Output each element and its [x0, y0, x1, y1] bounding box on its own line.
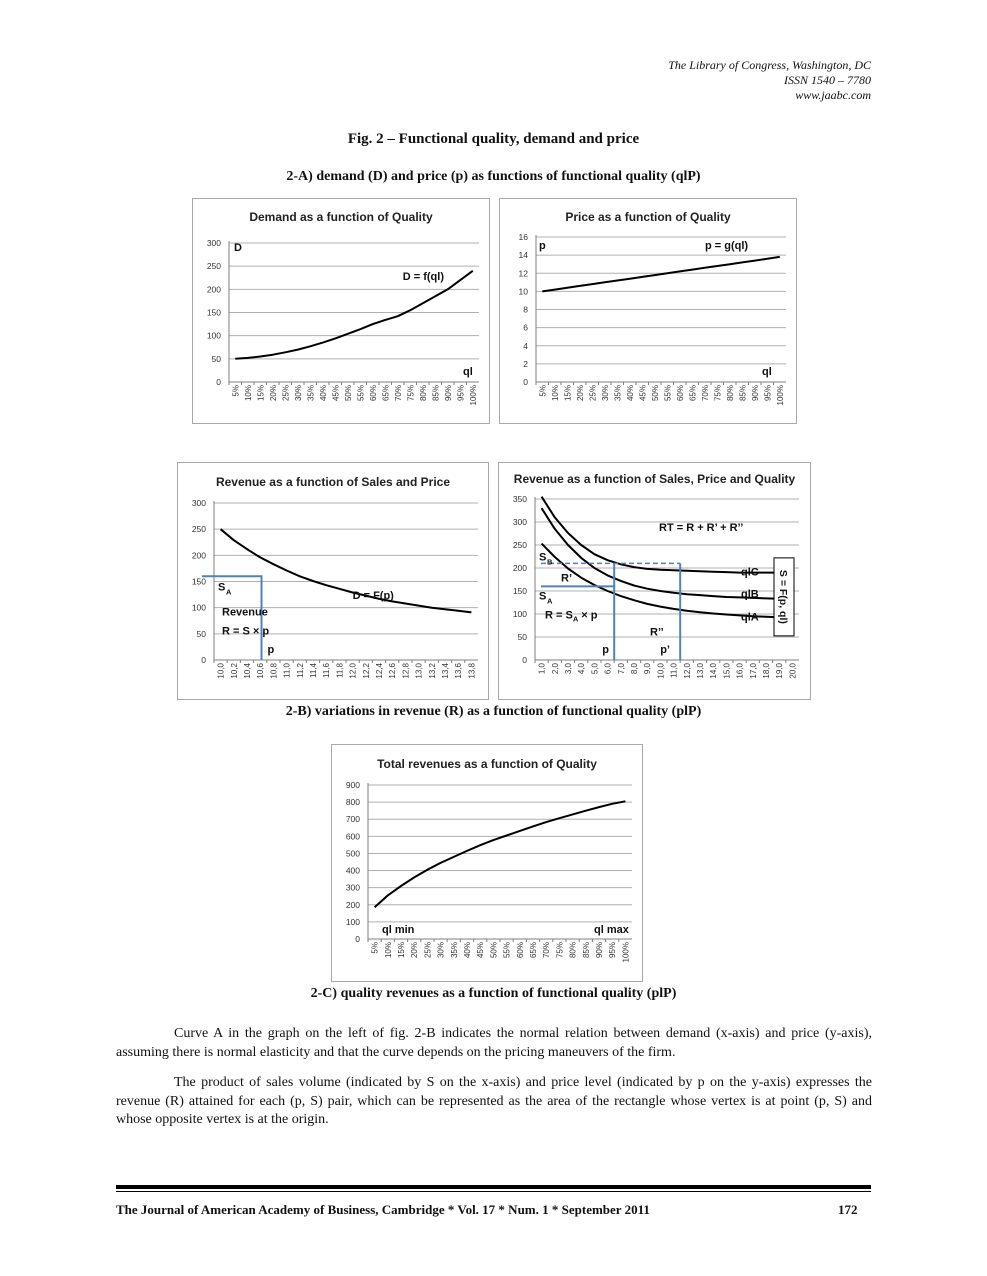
- y-tick-label: 14: [518, 250, 528, 261]
- x-tick-label: 75%: [555, 942, 565, 959]
- y-tick-label: 100: [206, 330, 221, 341]
- y-tick-label: 300: [206, 238, 221, 248]
- x-tick-label: 11,2: [295, 663, 305, 678]
- footer-journal: The Journal of American Academy of Business, Cambridge * Vol. 17 * Num. 1 * September 2011: [116, 1202, 650, 1217]
- y-tick-label: 200: [512, 563, 527, 573]
- x-tick-label: 12,4: [375, 663, 384, 679]
- x-tick-label: 55%: [502, 942, 512, 959]
- x-tick-label: 85%: [738, 385, 748, 402]
- x-tick-label: 45%: [331, 385, 341, 402]
- y-tick-label: 700: [345, 814, 360, 825]
- x-tick-label: 95%: [456, 385, 466, 402]
- x-tick-label: 16,0: [735, 663, 745, 679]
- x-tick-label: 40%: [463, 942, 472, 959]
- paragraph-2-text: The product of sales volume (indicated by S on the x-axis) and price level (indicated by p on the y-axis) expresses the revenue (R) attained for each (p, S) pair, which can be represented as the area of the rectangle whose vertex is at point (p, S) and whose opposite vertex is at the origin.: [116, 1075, 872, 1127]
- sa-subscript: A: [547, 596, 553, 606]
- y-tick-label: 50: [196, 628, 206, 639]
- x-tick-label: 5%: [370, 942, 380, 954]
- revenue-label: Revenue: [222, 606, 268, 619]
- y-tick-label: 8: [523, 304, 528, 315]
- x-tick-label: 20,0: [788, 663, 798, 679]
- x-tick-label: 11,0: [669, 663, 679, 678]
- x-tick-label: 45%: [476, 942, 486, 959]
- chart-price-panel: [499, 198, 797, 424]
- y-tick-label: 150: [206, 307, 221, 318]
- x-tick-label: 10,0: [216, 663, 226, 679]
- p-prime-label: p’: [660, 644, 670, 656]
- x-tick-label: 10%: [243, 385, 253, 402]
- figure-title: Fig. 2 – Functional quality, demand and price: [347, 131, 640, 147]
- x-tick-label: 60%: [515, 942, 525, 959]
- x-tick-label: 7,0: [616, 663, 626, 675]
- x-tick-label: 3,0: [564, 663, 573, 675]
- formula-part-a: R = S: [545, 609, 573, 622]
- x-tick-label: 35%: [613, 385, 623, 402]
- y-tick-label: 800: [345, 797, 360, 808]
- x-tick-label: 18,0: [762, 663, 771, 679]
- series-line-qlc: [542, 497, 793, 573]
- x-tick-label: 70%: [700, 385, 710, 402]
- y-tick-label: 2: [523, 358, 528, 369]
- footer-rule-thick: [116, 1185, 871, 1189]
- series-label: D = F(p): [352, 590, 394, 603]
- x-tick-label: 35%: [306, 385, 316, 402]
- x-tick-label: 4,0: [577, 663, 587, 675]
- y-tick-label: 400: [345, 865, 360, 876]
- formula-subscript: A: [572, 614, 579, 624]
- y-tick-label: 12: [518, 268, 528, 279]
- y-tick-label: 100: [191, 602, 206, 613]
- x-tick-label: 9,0: [643, 663, 653, 675]
- ql-max-label: ql max: [594, 924, 629, 936]
- x-tick-label: 80%: [418, 385, 428, 402]
- chart-price: [500, 199, 796, 423]
- series-label-qlb: qlB: [741, 588, 759, 601]
- x-tick-label: 10,0: [656, 663, 666, 679]
- x-tick-label: 55%: [663, 385, 673, 402]
- rt-label: RT = R + R’ + R’’: [659, 522, 744, 535]
- x-tick-label: 13,0: [414, 663, 424, 679]
- x-tick-label: 10,6: [256, 663, 266, 679]
- ql-min-label: ql min: [382, 924, 415, 936]
- x-tick-label: 12,2: [361, 663, 371, 679]
- y-tick-label: 50: [211, 353, 221, 364]
- footer-rule-thin: [116, 1191, 871, 1192]
- y-tick-label: 600: [345, 831, 360, 842]
- header-line-2: ISSN 1540 – 7780: [784, 73, 871, 87]
- series-line-p-g-ql-: [542, 257, 780, 292]
- caption-2b: 2-B) variations in revenue (R) as a function of functional quality (plP): [285, 704, 702, 719]
- x-tick-label: 70%: [542, 942, 552, 959]
- x-tick-label: 12,0: [348, 663, 358, 679]
- x-tick-label: 25%: [588, 385, 598, 402]
- series-line-d-f-p-: [221, 529, 472, 612]
- x-tick-label: 50%: [650, 385, 660, 402]
- x-tick-label: 12,8: [401, 663, 411, 679]
- x-tick-label: 13,8: [467, 663, 477, 679]
- y-tick-label: 0: [522, 655, 527, 665]
- x-tick-label: 55%: [356, 385, 366, 402]
- x-tick-label: 45%: [638, 385, 648, 402]
- x-tick-label: 15,0: [722, 663, 732, 679]
- x-tick-label: 65%: [529, 942, 538, 959]
- x-tick-label: 13,4: [441, 663, 450, 679]
- x-tick-label: 85%: [431, 385, 441, 402]
- x-tick-label: 95%: [763, 385, 773, 402]
- x-tick-label: 10%: [550, 385, 560, 402]
- x-tick-label: 11,4: [309, 663, 318, 678]
- y-tick-label: 100: [345, 916, 360, 927]
- price-label: p: [267, 644, 275, 656]
- sa-label: S: [539, 590, 547, 603]
- x-tick-label: 8,0: [630, 663, 639, 675]
- p-label: p: [602, 644, 609, 656]
- chart-revenue-sales-price: [178, 463, 488, 699]
- sales-subscript: A: [226, 587, 232, 597]
- body-paragraph-1: [116, 1025, 872, 1062]
- x-tick-label: 10,2: [229, 663, 239, 679]
- y-tick-label: 100: [512, 609, 527, 619]
- x-tick-label: 90%: [595, 942, 604, 959]
- chart-total-revenue-panel: [331, 744, 643, 982]
- y-tick-label: 50: [517, 632, 527, 642]
- chart-revenue-sales-price-quality: [499, 463, 810, 699]
- chart-title: Revenue as a function of Sales, Price and Quality: [513, 472, 796, 486]
- x-tick-label: 25%: [423, 942, 433, 959]
- sf-label: S = F(p, ql): [777, 569, 789, 624]
- header-line-3: www.jaabc.com: [795, 88, 871, 102]
- y-tick-label: 0: [355, 934, 360, 944]
- x-tick-label: 65%: [688, 385, 698, 402]
- chart-demand-panel: [192, 198, 490, 424]
- y-tick-label: 150: [191, 576, 206, 587]
- page-number: 172: [838, 1202, 858, 1217]
- x-tick-label: 100%: [621, 942, 631, 963]
- x-tick-label: 30%: [293, 385, 303, 402]
- y-tick-label: 200: [191, 550, 206, 561]
- y-tick-label: 200: [345, 899, 360, 910]
- x-tick-label: 15%: [563, 385, 573, 402]
- x-tick-label: 20%: [575, 385, 585, 402]
- y-axis-label: D: [234, 242, 242, 254]
- y-tick-label: 0: [216, 377, 221, 387]
- x-tick-label: 20%: [410, 942, 420, 959]
- x-tick-label: 5%: [538, 385, 548, 397]
- x-axis-label: ql: [463, 366, 473, 378]
- y-axis-label: p: [539, 240, 546, 252]
- series-label-qlc: qlC: [741, 566, 759, 579]
- y-tick-label: 250: [191, 524, 206, 535]
- series-label: p = g(ql): [705, 240, 749, 252]
- y-tick-label: 4: [523, 340, 528, 351]
- x-tick-label: 50%: [343, 385, 353, 402]
- x-tick-label: 100%: [775, 385, 785, 406]
- x-tick-label: 90%: [443, 385, 453, 402]
- y-tick-label: 300: [191, 498, 206, 508]
- x-tick-label: 13,0: [696, 663, 705, 679]
- y-tick-label: 300: [512, 517, 527, 527]
- y-tick-label: 16: [518, 232, 528, 242]
- x-tick-label: 40%: [318, 385, 328, 402]
- chart-demand: [193, 199, 489, 423]
- x-tick-label: 25%: [281, 385, 291, 402]
- x-tick-label: 5%: [231, 385, 241, 397]
- sb-label: S: [539, 551, 547, 564]
- x-tick-label: 60%: [675, 385, 685, 402]
- series-label: D = f(ql): [402, 271, 444, 283]
- x-tick-label: 12,6: [388, 663, 398, 679]
- x-tick-label: 15%: [256, 385, 266, 402]
- x-tick-label: 65%: [381, 385, 391, 402]
- x-tick-label: 10,8: [269, 663, 279, 679]
- r-double-prime-label: R’’: [650, 626, 664, 639]
- formula-part-b: × p: [578, 609, 598, 622]
- x-tick-label: 6,0: [603, 663, 613, 675]
- x-tick-label: 15%: [397, 942, 406, 959]
- y-tick-label: 300: [345, 882, 360, 893]
- x-axis-label: ql: [762, 366, 772, 378]
- chart-title: Demand as a function of Quality: [249, 210, 433, 224]
- chart-total-revenue: [332, 745, 642, 981]
- x-tick-label: 2,0: [550, 663, 560, 675]
- y-tick-label: 0: [201, 655, 206, 665]
- x-tick-label: 20%: [268, 385, 278, 402]
- x-tick-label: 85%: [581, 942, 591, 959]
- x-tick-label: 12,0: [682, 663, 692, 679]
- caption-2a: 2-A) demand (D) and price (p) as functions of functional quality (qlP): [286, 169, 701, 184]
- r-prime-label: R’: [561, 572, 572, 585]
- y-tick-label: 900: [345, 780, 360, 790]
- x-tick-label: 75%: [713, 385, 723, 402]
- series-line-total-revenues: [375, 801, 626, 907]
- x-tick-label: 5,0: [590, 663, 600, 675]
- series-line-d-f-ql-: [235, 271, 472, 359]
- y-tick-label: 150: [512, 586, 527, 596]
- y-tick-label: 10: [518, 286, 528, 297]
- x-tick-label: 80%: [568, 942, 578, 959]
- sales-label: S: [218, 581, 226, 594]
- chart-title: Total revenues as a function of Quality: [377, 757, 597, 771]
- sb-subscript: B: [547, 557, 553, 567]
- x-tick-label: 14,0: [709, 663, 719, 679]
- chart-revenue-spq-panel: [498, 462, 811, 700]
- y-tick-label: 350: [512, 494, 527, 504]
- paragraph-1-text: Curve A in the graph on the left of fig. 2-B indicates the normal relation between demand (x-axis) and price (y-axis), assuming there is normal elasticity and that the curve depends on the pricing maneuvers of the firm.: [116, 1026, 872, 1060]
- caption-2c: 2-C) quality revenues as a function of functional quality (plP): [310, 986, 677, 1001]
- x-tick-label: 19,0: [775, 663, 785, 679]
- body-paragraph-2: [116, 1074, 872, 1130]
- header-line-1: The Library of Congress, Washington, DC: [668, 58, 871, 72]
- x-tick-label: 95%: [608, 942, 618, 959]
- x-tick-label: 30%: [600, 385, 610, 402]
- x-tick-label: 50%: [489, 942, 499, 959]
- x-tick-label: 75%: [406, 385, 416, 402]
- chart-revenue-sp-panel: [177, 462, 489, 700]
- series-label-qla: qlA: [741, 611, 759, 624]
- x-tick-label: 10,4: [243, 663, 252, 679]
- x-tick-label: 70%: [393, 385, 403, 402]
- x-tick-label: 100%: [468, 385, 478, 406]
- x-tick-label: 11,0: [282, 663, 292, 678]
- x-tick-label: 35%: [449, 942, 459, 959]
- x-tick-label: 11,6: [322, 663, 332, 678]
- x-tick-label: 60%: [368, 385, 378, 402]
- x-tick-label: 13,6: [454, 663, 464, 679]
- x-tick-label: 13,2: [427, 663, 437, 679]
- x-tick-label: 17,0: [748, 663, 758, 679]
- x-tick-label: 80%: [725, 385, 735, 402]
- chart-title: Price as a function of Quality: [565, 210, 731, 224]
- page-header: [668, 58, 871, 103]
- y-tick-label: 250: [512, 540, 527, 550]
- x-tick-label: 1,0: [537, 663, 547, 675]
- x-tick-label: 40%: [625, 385, 635, 402]
- revenue-formula: R = S × p: [222, 625, 270, 638]
- chart-title: Revenue as a function of Sales and Price: [215, 475, 451, 489]
- formula-label: [545, 609, 598, 623]
- y-tick-label: 200: [206, 284, 221, 295]
- x-tick-label: 30%: [436, 942, 446, 959]
- y-tick-label: 6: [523, 322, 528, 333]
- y-tick-label: 0: [523, 377, 528, 387]
- x-tick-label: 10%: [383, 942, 393, 959]
- x-tick-label: 11,8: [335, 663, 345, 678]
- y-tick-label: 250: [206, 261, 221, 272]
- y-tick-label: 500: [345, 848, 360, 859]
- x-tick-label: 90%: [750, 385, 760, 402]
